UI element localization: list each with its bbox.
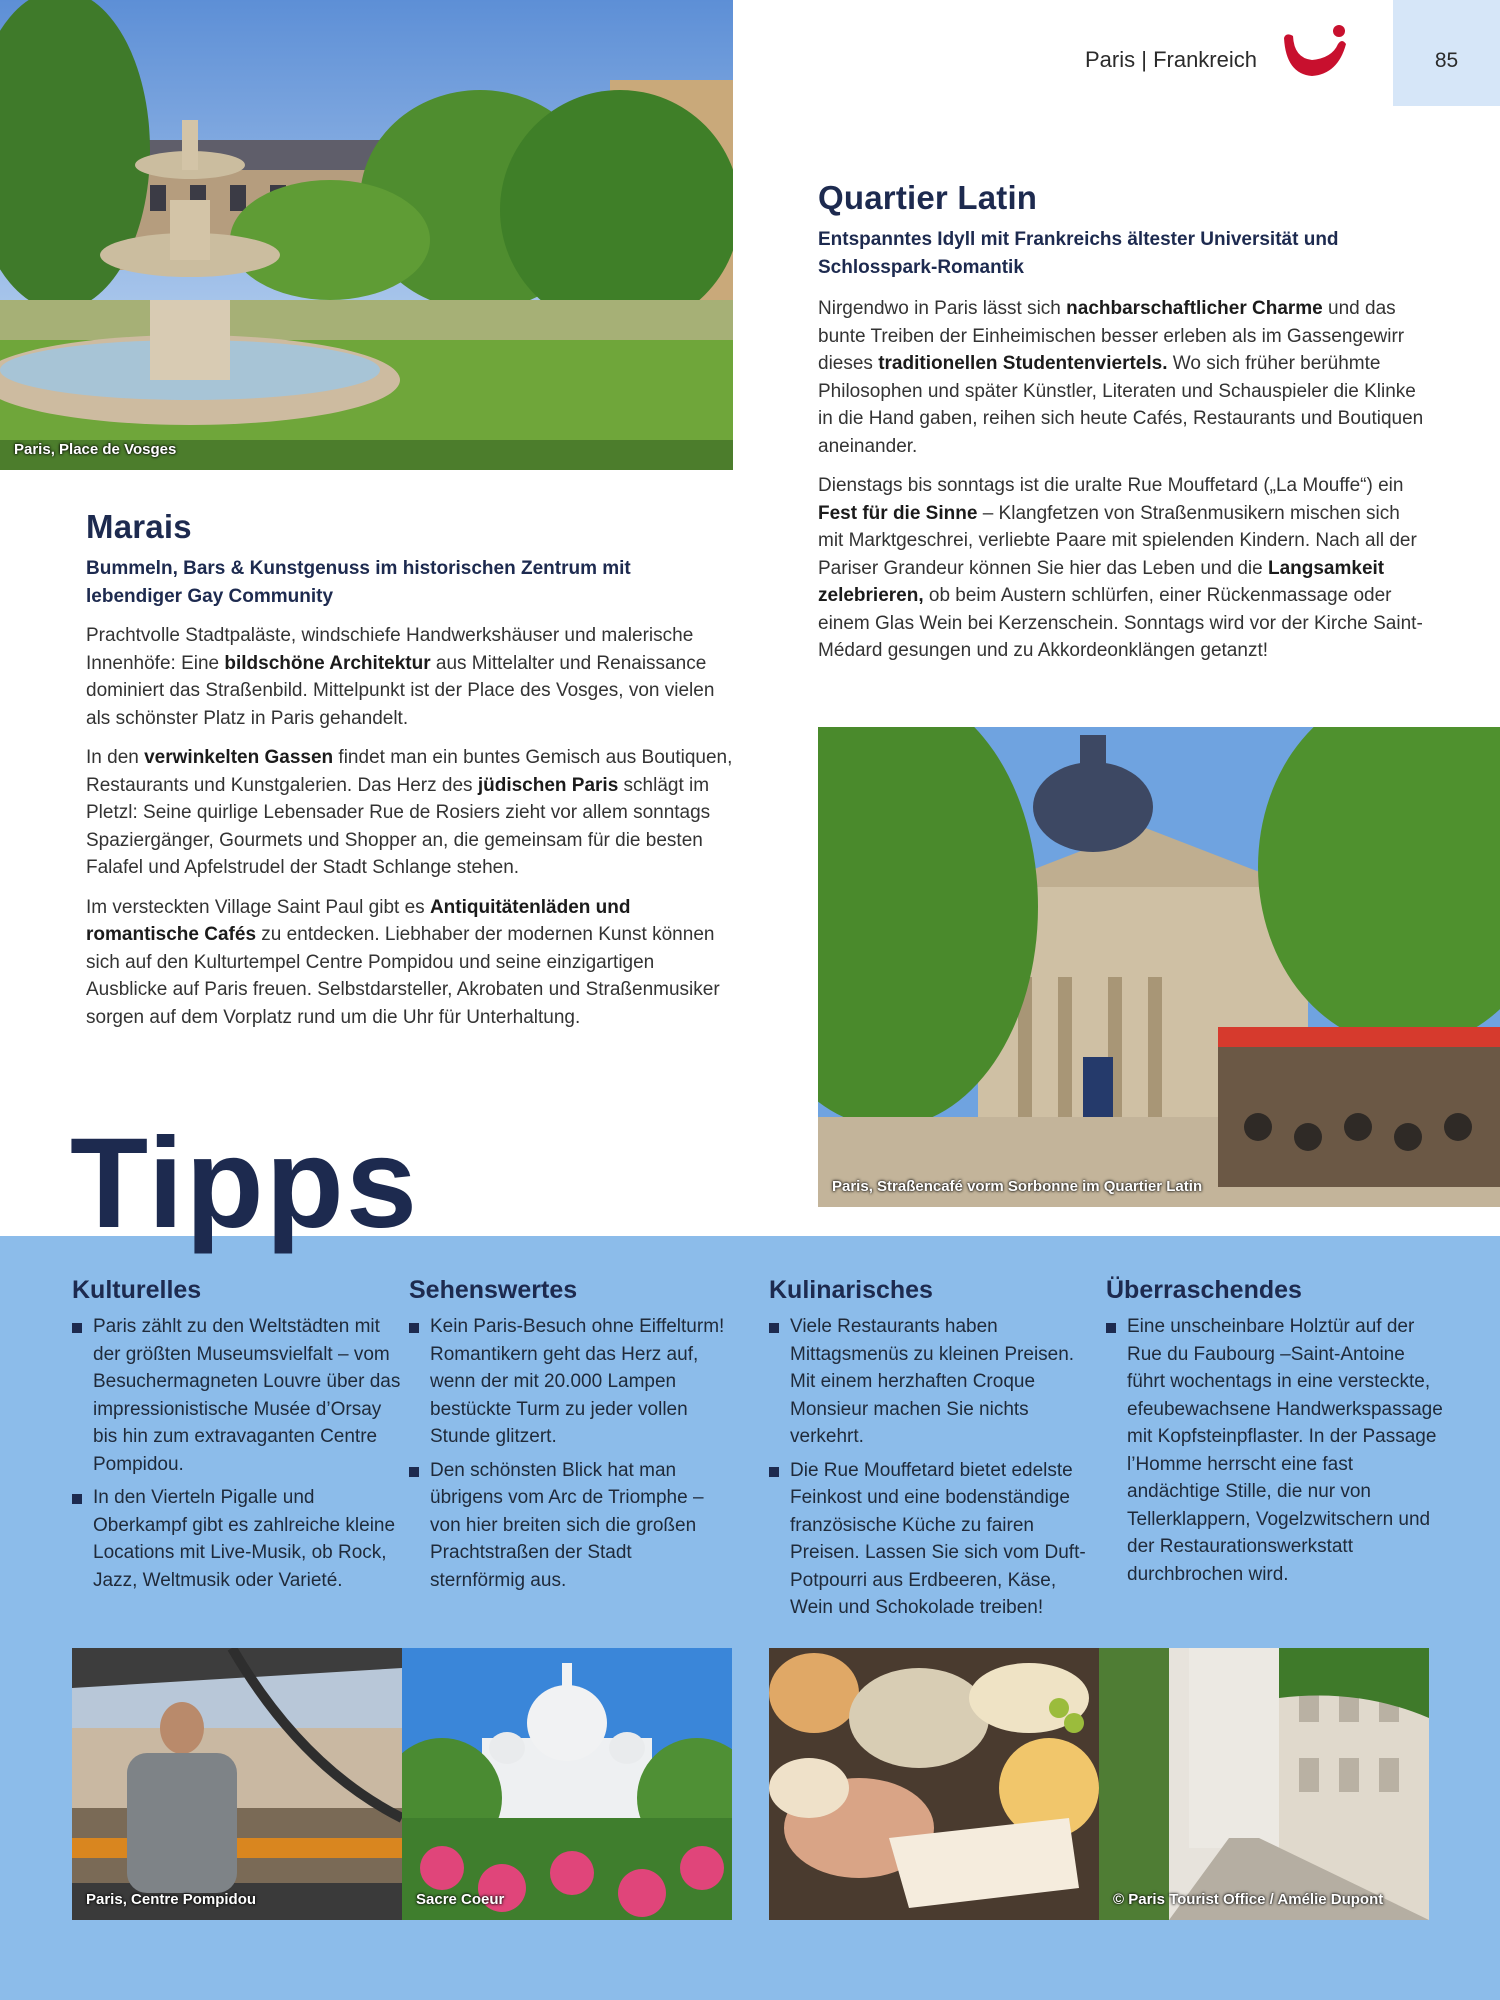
marais-paragraph-3: Im versteckten Village Saint Paul gibt es Antiquitätenläden und romantische Cafés zu entdecken. Liebhaber der modernen Kunst können sich auf den Kulturtempel Centre Pompidou und seine einzigartigen Ausblicke auf Paris freuen. Selbstdarsteller, Akrobaten und Straßenmusiker sorgen auf dem Vorplatz rund um die Uhr für Unterhaltung. xyxy=(86,896,720,1028)
tip-column-ueberraschendes xyxy=(1106,1276,1446,1594)
photo-centre-pompidou xyxy=(72,1648,402,1920)
list-item: Eine unscheinbare Holztür auf der Rue du Faubourg –Saint-Antoine führt wochentags in eine versteckte, efeubewachsene Handwerkspassage mit Kopfsteinpflaster. In der Passage l’Homme herrscht eine fast andächtige Stille, die nur von Tellerklappern, Vogelzwitschern und der Restaurationswerkstatt durchbrochen wird. xyxy=(1106,1313,1446,1588)
photo-passage-street xyxy=(1099,1648,1429,1920)
bullet-square-icon xyxy=(769,1467,779,1477)
marais-body xyxy=(86,622,736,1043)
list-item: Den schönsten Blick hat man übrigens vom Arc de Triomphe – von hier breiten sich die großen Prachtstraßen der Stadt sternförmig aus. xyxy=(409,1457,727,1595)
tip-list xyxy=(409,1313,727,1594)
tip-list xyxy=(769,1313,1087,1622)
photo-cheese xyxy=(769,1648,1099,1920)
latin-body xyxy=(818,295,1430,677)
bullet-square-icon xyxy=(409,1467,419,1477)
tip-column-sehenswertes xyxy=(409,1276,727,1600)
list-item: Paris zählt zu den Weltstädten mit der größten Museumsvielfalt – vom Besuchermagneten Louvre über das impressionistische Musée d’Orsay bis hin zum extravaganten Centre Pompidou. xyxy=(72,1313,402,1478)
bullet-square-icon xyxy=(769,1323,779,1333)
marais-title: Marais xyxy=(86,508,192,545)
photo-credit: © Paris Tourist Office / Amélie Dupont xyxy=(1113,1891,1384,1908)
page-number: 85 xyxy=(1434,49,1459,72)
marais-subtitle: Bummeln, Bars & Kunstgenuss im historischen Zentrum mit lebendiger Gay Community xyxy=(86,558,631,607)
marais-paragraph-1: Prachtvolle Stadtpaläste, windschiefe Handwerkshäuser und malerische Innenhöfe: Eine bildschöne Architektur aus Mittelalter und Renaissance dominiert das Straßenbild. Mittelpunkt ist der Place des Vosges, von vielen als schönster Platz in Paris gehandelt. xyxy=(86,625,715,729)
latin-title: Quartier Latin xyxy=(818,179,1038,216)
photo-caption: Paris, Straßencafé vorm Sorbonne im Quartier Latin xyxy=(832,1178,1203,1195)
tipps-title: Tipps xyxy=(70,1112,419,1255)
tip-column-kulinarisches xyxy=(769,1276,1087,1628)
latin-paragraph-1: Nirgendwo in Paris lässt sich nachbarschaftlicher Charme und das bunte Treiben der Einheimischen besser erleben als im Gassengewirr dieses traditionellen Studentenviertels. Wo sich früher berühmte Philosophen und später Künstler, Literaten und Schauspieler die Klinke in die Hand gaben, reihen sich heute Cafés, Restaurants und Boutiquen aneinander. xyxy=(818,298,1424,457)
photo-caption: Sacre Coeur xyxy=(416,1891,505,1908)
tip-heading: Kulturelles xyxy=(72,1276,202,1304)
bullet-square-icon xyxy=(409,1323,419,1333)
tui-logo-icon xyxy=(1280,22,1352,90)
photo-place-des-vosges xyxy=(0,0,733,470)
list-item: Kein Paris-Besuch ohne Eiffelturm! Romantikern geht das Herz auf, wenn der mit 20.000 Lampen bestückte Turm zu jeder vollen Stunde glitzert. xyxy=(409,1313,727,1451)
tip-list xyxy=(72,1313,402,1594)
photo-sacre-coeur xyxy=(402,1648,732,1920)
list-item: Viele Restaurants haben Mittagsmenüs zu kleinen Preisen. Mit einem herzhaften Croque Monsieur machen Sie nichts verkehrt. xyxy=(769,1313,1087,1451)
tip-column-kulturelles xyxy=(72,1276,402,1600)
latin-paragraph-2: Dienstags bis sonntags ist die uralte Rue Mouffetard („La Mouffe“) ein Fest für die Sinne – Klangfetzen von Straßenmusikern mischen sich mit Marktgeschrei, verliebte Paare mit spielenden Kindern. Nach all der Pariser Grandeur können Sie hier das Leben und die Langsamkeit zelebrieren, ob beim Austern schlürfen, einer Rückenmassage oder einem Glas Wein bei Kerzenschein. Sonntags wird vor der Kirche Saint-Médard gesungen und zu Akkordeonklängen getanzt! xyxy=(818,475,1423,661)
photo-caption: Paris, Centre Pompidou xyxy=(86,1891,257,1908)
list-item: Die Rue Mouffetard bietet edelste Feinkost und eine bodenständige französische Küche zu fairen Preisen. Lassen Sie sich vom Duft-Potpourri aus Erdbeeren, Käse, Wein und Schokolade treiben! xyxy=(769,1457,1087,1622)
photo-sorbonne xyxy=(818,727,1500,1207)
header-location: Paris | Frankreich xyxy=(1085,47,1257,72)
tip-heading: Kulinarisches xyxy=(769,1276,933,1304)
marais-paragraph-2: In den verwinkelten Gassen findet man ein buntes Gemisch aus Boutiquen, Restaurants und Kunstgalerien. Das Herz des jüdischen Paris schlägt im Pletzl: Seine quirlige Lebensader Rue de Rosiers zieht vor allem sonntags Spaziergänger, Gourmets und Shopper an, die gemeinsam für die besten Falafel und Apfelstrudel der Stadt Schlange stehen. xyxy=(86,747,733,878)
bullet-square-icon xyxy=(72,1323,82,1333)
bullet-square-icon xyxy=(72,1494,82,1504)
bullet-square-icon xyxy=(1106,1323,1116,1333)
photo-caption: Paris, Place de Vosges xyxy=(14,441,177,458)
tip-list xyxy=(1106,1313,1446,1588)
list-item: In den Vierteln Pigalle und Oberkampf gibt es zahlreiche kleine Locations mit Live-Musik, ob Rock, Jazz, Weltmusik oder Varieté. xyxy=(72,1484,402,1594)
tip-heading: Sehenswertes xyxy=(409,1276,578,1304)
tip-heading: Überraschendes xyxy=(1106,1276,1302,1304)
latin-subtitle: Entspanntes Idyll mit Frankreichs ältester Universität und Schlosspark-Romantik xyxy=(818,229,1339,278)
